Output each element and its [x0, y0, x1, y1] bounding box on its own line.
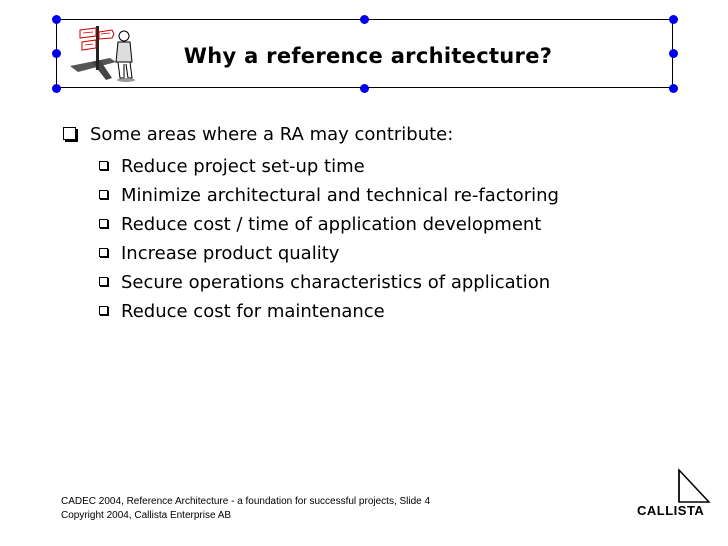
list-item: Reduce cost for maintenance	[99, 297, 559, 326]
list-item: Reduce project set-up time	[99, 152, 559, 181]
frame-dot	[52, 49, 61, 58]
frame-dot	[52, 84, 61, 93]
square-bullet-icon	[99, 219, 108, 228]
frame-dot	[360, 84, 369, 93]
square-bullet-icon	[99, 190, 108, 199]
footer	[61, 495, 430, 523]
square-bullet-icon	[99, 277, 108, 286]
footer-line-1: CADEC 2004, Reference Architecture - a foundation for successful projects, Slide 4	[61, 496, 431, 507]
list-item: Minimize architectural and technical re-factoring	[99, 181, 559, 210]
frame-dot	[669, 49, 678, 58]
frame-dot	[52, 15, 61, 24]
frame-dot	[669, 84, 678, 93]
frame-dot	[360, 15, 369, 24]
list-item: Secure operations characteristics of application	[99, 268, 559, 297]
main-bullet-text: Some areas where a RA may contribute:	[90, 124, 454, 145]
frame-dot	[669, 15, 678, 24]
square-bullet-icon	[99, 161, 108, 170]
square-bullet-icon	[63, 127, 76, 140]
main-bullet	[63, 123, 453, 147]
logo-text: CALLISTA	[637, 503, 705, 518]
footer-line-2: Copyright 2004, Callista Enterprise AB	[61, 510, 232, 521]
slide-title: Why a reference architecture?	[183, 44, 553, 68]
sub-bullet-list	[99, 152, 559, 326]
list-item: Reduce cost / time of application development	[99, 210, 559, 239]
list-item: Increase product quality	[99, 239, 559, 268]
square-bullet-icon	[99, 248, 108, 257]
square-bullet-icon	[99, 306, 108, 315]
